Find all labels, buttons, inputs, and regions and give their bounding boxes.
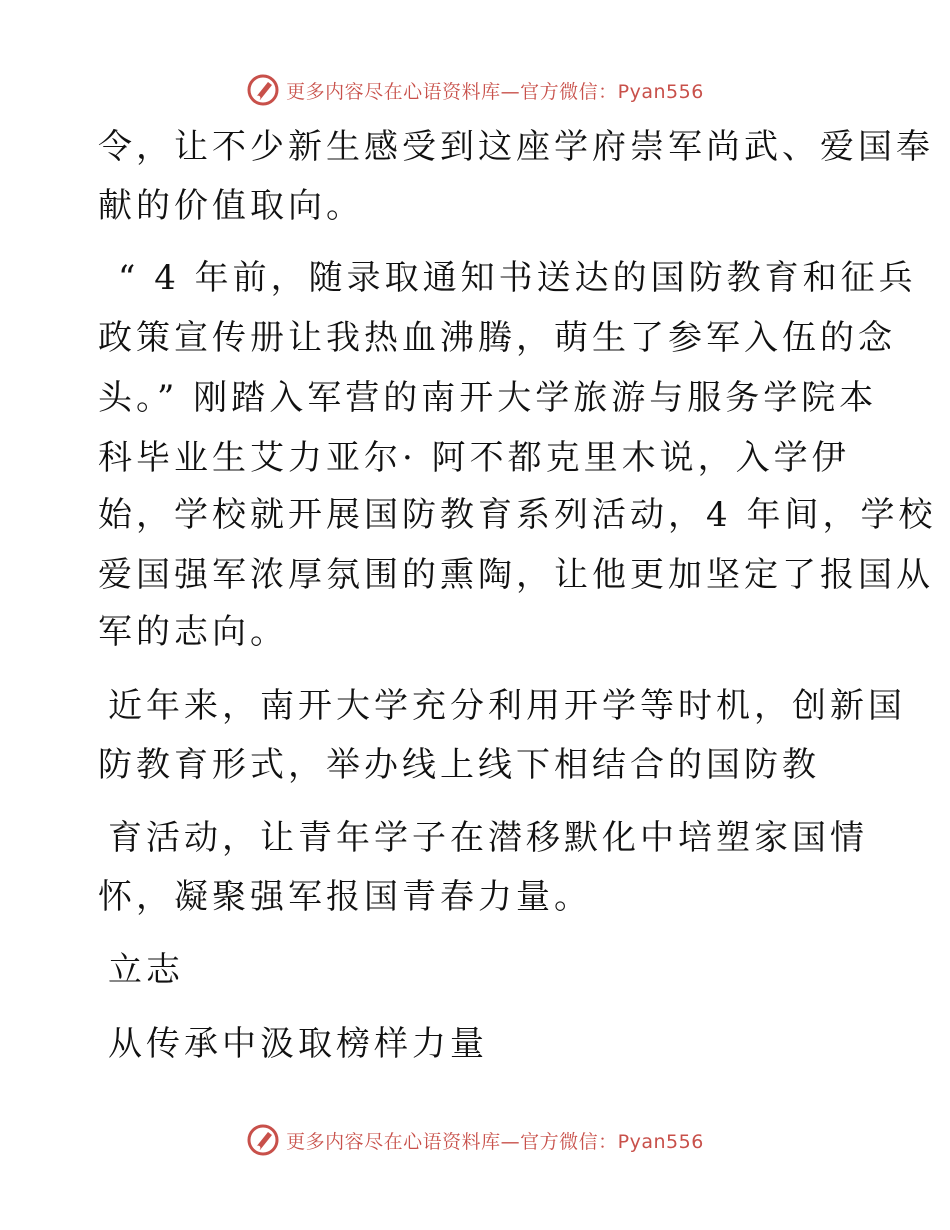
watermark-text-bottom: 更多内容尽在心语资料库—官方微信：Pyan556 bbox=[286, 1130, 704, 1153]
body-line-10: 近年来，南开大学充分利用开学等时机，创新国 bbox=[108, 686, 906, 726]
body-line-8: 爱国强军浓厚氛围的熏陶，让他更加坚定了报国从 bbox=[98, 555, 934, 595]
body-line-11: 防教育形式，举办线上线下相结合的国防教 bbox=[98, 745, 820, 785]
body-line-4: 政策宣传册让我热血沸腾，萌生了参军入伍的念 bbox=[98, 318, 896, 358]
body-line-3: “ 4 年前，随录取通知书送达的国防教育和征兵 bbox=[118, 258, 917, 298]
watermark-banner-bottom bbox=[0, 1120, 950, 1160]
body-line-2: 献的价值取向。 bbox=[98, 186, 364, 226]
body-line-13: 怀，凝聚强军报国青春力量。 bbox=[98, 877, 592, 917]
body-line-6: 科毕业生艾力亚尔· 阿不都克里木说，入学伊 bbox=[98, 438, 850, 478]
body-line-1: 令，让不少新生感受到这座学府崇军尚武、爱国奉 bbox=[98, 127, 934, 167]
watermark-text-top: 更多内容尽在心语资料库—官方微信：Pyan556 bbox=[286, 80, 704, 103]
body-line-9: 军的志向。 bbox=[98, 612, 288, 652]
section-heading: 立志 bbox=[108, 950, 184, 990]
body-line-5: 头。” 刚踏入军营的南开大学旅游与服务学院本 bbox=[98, 378, 878, 418]
body-line-7: 始，学校就开展国防教育系列活动，4 年间，学校 bbox=[98, 495, 937, 535]
pen-badge-icon bbox=[246, 1123, 280, 1157]
body-line-12: 育活动，让青年学子在潜移默化中培塑家国情 bbox=[108, 818, 868, 858]
section-subheading: 从传承中汲取榜样力量 bbox=[108, 1024, 488, 1064]
